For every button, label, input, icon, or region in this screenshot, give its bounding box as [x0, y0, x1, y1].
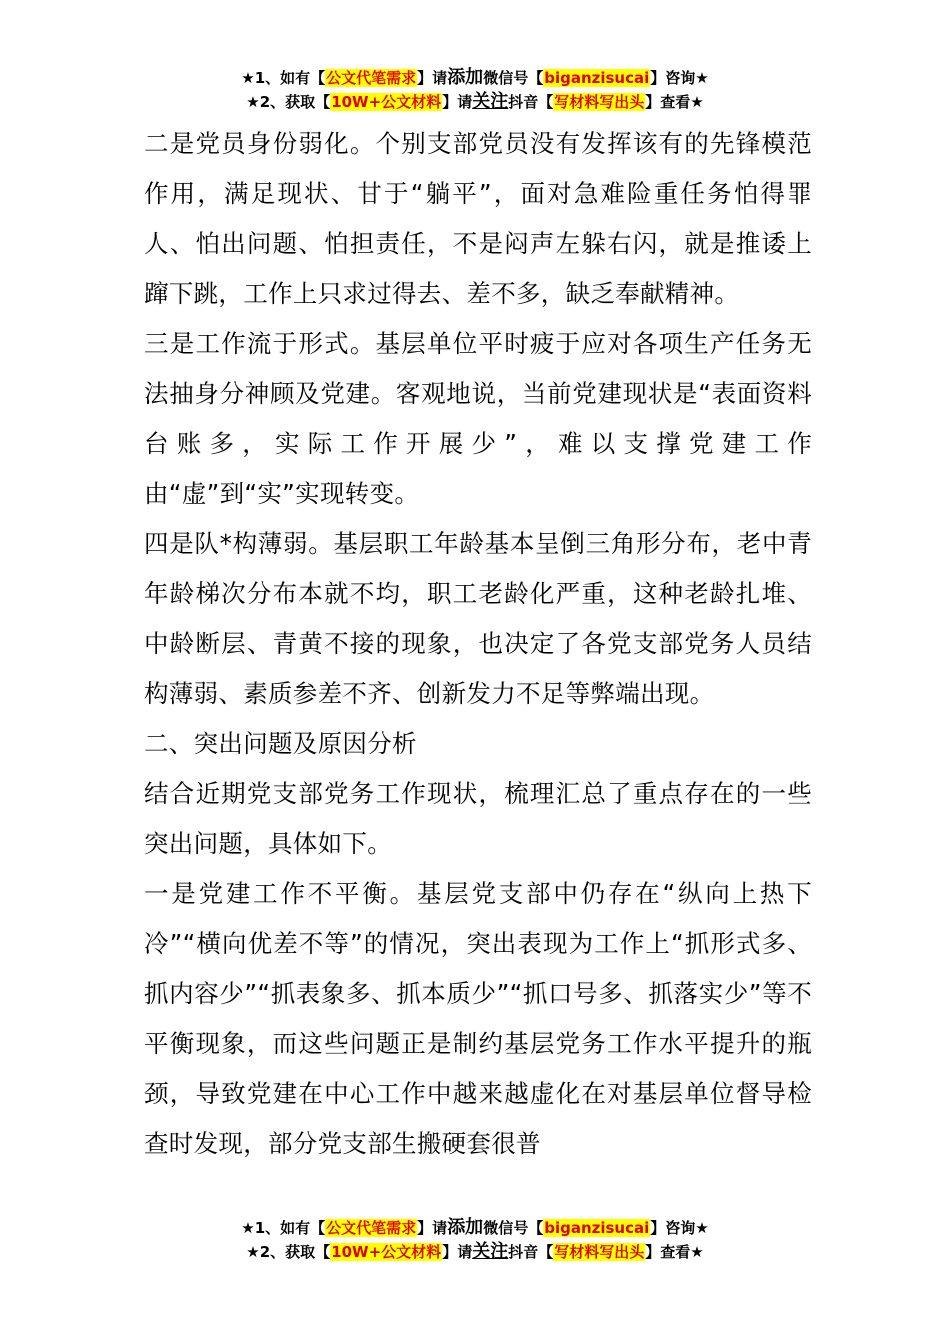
- banner-emphasis: 关注: [472, 91, 509, 112]
- banner-highlight: 公文代笔需求: [326, 69, 417, 87]
- banner-line-1: [0, 66, 950, 90]
- banner-line-1: [0, 1216, 950, 1240]
- banner-text: 】请: [442, 1243, 473, 1261]
- banner-text: ★1、如有【: [241, 1219, 326, 1237]
- paragraph: 二是党员身份弱化。个别支部党员没有发挥该有的先锋模范作用，满足现状、甘于“躺平”，面对急难险重任务怕得罪人、怕出问题、怕担责任，不是闷声左躲右闪，就是推诿上蹿下跳，工作上只求过得去、差不多，缺乏奉献精神。: [144, 129, 812, 308]
- banner-text: 】咨询★: [650, 69, 709, 87]
- banner-highlight: 公文代笔需求: [326, 1219, 417, 1237]
- banner-emphasis: 添加: [447, 67, 484, 88]
- banner-text: 微信号【: [483, 69, 544, 87]
- section-heading: 二、突出问题及原因分析: [144, 729, 417, 758]
- document-body: [144, 119, 812, 1169]
- banner-text: 】查看★: [645, 1243, 704, 1261]
- banner-text: 抖音【: [508, 93, 554, 111]
- header-banner-top: [0, 66, 950, 114]
- banner-text: 微信号【: [483, 1219, 544, 1237]
- banner-text: 】查看★: [645, 93, 704, 111]
- paragraph: 四是队*构薄弱。基层职工年龄基本呈倒三角形分布，老中青年龄梯次分布本就不均，职工老龄化严重，这种老龄扎堆、中龄断层、青黄不接的现象，也决定了各党支部党务人员结构薄弱、素质参差不齐、创新发力不足等弊端出现。: [144, 529, 812, 708]
- banner-line-2: [0, 90, 950, 114]
- footer-banner-bottom: [0, 1216, 950, 1264]
- banner-emphasis: 关注: [472, 1241, 509, 1262]
- banner-highlight: 写材料写出头: [554, 93, 645, 111]
- banner-highlight: 写材料写出头: [554, 1243, 645, 1261]
- banner-text: 】咨询★: [650, 1219, 709, 1237]
- banner-emphasis: 添加: [447, 1217, 484, 1238]
- banner-line-2: [0, 1240, 950, 1264]
- paragraph: 三是工作流于形式。基层单位平时疲于应对各项生产任务无法抽身分神顾及党建。客观地说，当前党建现状是“表面资料台账多，实际工作开展少”，难以支撑党建工作由“虚”到“实”实现转变。: [144, 329, 812, 508]
- paragraph: 结合近期党支部党务工作现状，梳理汇总了重点存在的一些突出问题，具体如下。: [144, 779, 812, 858]
- banner-highlight: 10W+公文材料: [331, 93, 442, 111]
- banner-text: 抖音【: [508, 1243, 554, 1261]
- banner-text: ★2、获取【: [246, 1243, 331, 1261]
- banner-highlight: biganzisucai: [544, 69, 650, 87]
- banner-text: ★1、如有【: [241, 69, 326, 87]
- banner-highlight: biganzisucai: [544, 1219, 650, 1237]
- banner-text: 】请: [442, 93, 473, 111]
- paragraph: 一是党建工作不平衡。基层党支部中仍存在“纵向上热下冷”“横向优差不等”的情况，突出表现为工作上“抓形式多、抓内容少”“抓表象多、抓本质少”“抓口号多、抓落实少”等不平衡现象，而这些问题正是制约基层党务工作水平提升的瓶颈，导致党建在中心工作中越来越虚化在对基层单位督导检查时发现，部分党支部生搬硬套很普: [144, 879, 812, 1158]
- banner-text: 】请: [417, 1219, 448, 1237]
- banner-text: ★2、获取【: [246, 93, 331, 111]
- banner-text: 】请: [417, 69, 448, 87]
- banner-highlight: 10W+公文材料: [331, 1243, 442, 1261]
